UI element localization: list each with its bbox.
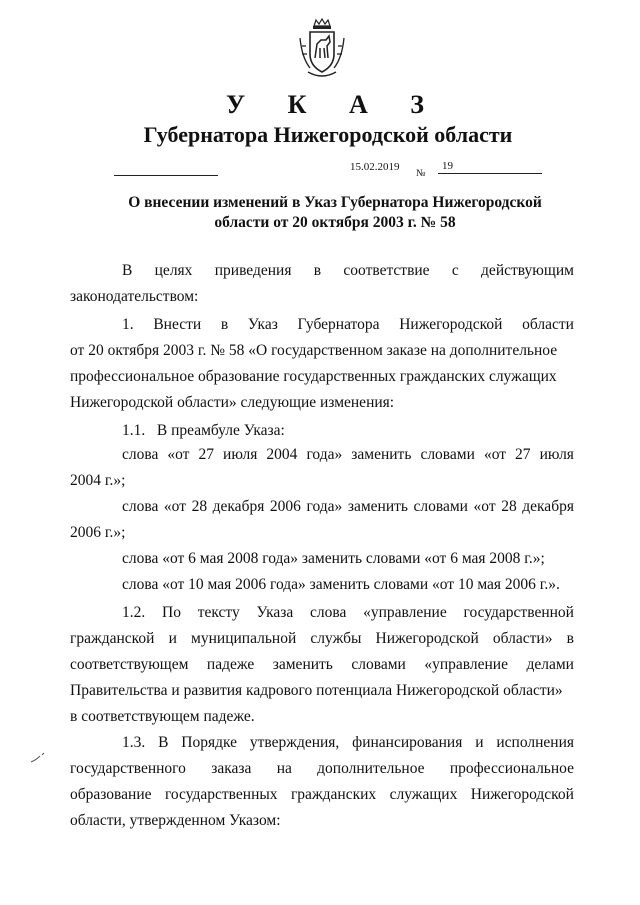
word: соответствие xyxy=(343,262,430,279)
word: По xyxy=(162,604,181,621)
word: словами xyxy=(413,498,468,515)
word: действующим xyxy=(481,262,574,279)
item-1-3-line-3 xyxy=(70,786,574,804)
item-1-2-line-3 xyxy=(70,656,574,674)
item-1-3-line-1 xyxy=(122,734,574,752)
word: служащих xyxy=(389,786,458,803)
document-type-title: У К А З xyxy=(226,90,442,119)
word: июля xyxy=(539,446,574,463)
word: «от xyxy=(163,498,186,515)
word: государственного xyxy=(70,760,186,777)
word: словами xyxy=(420,446,475,463)
item-1-1-d: слова «от 10 мая 2006 года» заменить словами «от 10 мая 2006 г.». xyxy=(122,576,560,593)
word: дополнительное xyxy=(317,760,425,777)
item-1-1-a-line-2: 2004 г.»; xyxy=(70,472,126,489)
decree-date: 15.02.2019 xyxy=(350,161,400,173)
word: заменить xyxy=(272,656,333,673)
word: 1.2. xyxy=(122,604,146,621)
word: «управление xyxy=(424,656,508,673)
word: года» xyxy=(306,498,343,515)
issuer-title: Губернатора Нижегородской области xyxy=(143,122,513,147)
item-1-2-line-1 xyxy=(122,604,574,622)
word: заменить xyxy=(347,498,408,515)
word: тексту xyxy=(197,604,240,621)
word: 28 xyxy=(501,498,517,515)
word: Нижегородской xyxy=(399,316,503,333)
word: В xyxy=(158,734,169,751)
word: слова xyxy=(310,604,347,621)
word: Указа xyxy=(256,604,294,621)
word: Порядке xyxy=(181,734,238,751)
word: «от xyxy=(473,498,496,515)
preamble-line-1 xyxy=(122,262,574,280)
coat-of-arms-emblem xyxy=(296,18,348,80)
word: Указ xyxy=(247,316,278,333)
word: гражданской xyxy=(70,630,155,647)
word: в xyxy=(313,262,322,279)
preamble-line-2: законодательством: xyxy=(70,288,199,305)
item-1-2-line-5: в соответствующем падеже. xyxy=(70,708,255,725)
word: и xyxy=(168,630,177,647)
word: службы xyxy=(310,630,362,647)
word: «управление xyxy=(363,604,447,621)
word: области xyxy=(522,316,574,333)
word: соответствующем xyxy=(70,656,189,673)
word: декабря xyxy=(522,498,574,515)
word: Нижегородской xyxy=(375,630,479,647)
word: года» xyxy=(306,446,343,463)
word: 28 xyxy=(191,498,208,515)
item-1-2-line-4: Правительства и развития кадрового потенциала Нижегородской области» xyxy=(70,682,563,699)
word: словами xyxy=(351,656,406,673)
word: «от xyxy=(167,446,190,463)
word: на xyxy=(276,760,292,777)
word: слова xyxy=(122,446,159,463)
item-1-line-2: от 20 октября 2003 г. № 58 «О государственном заказе на дополнительное xyxy=(70,342,558,359)
item-1-1-c: слова «от 6 мая 2008 года» заменить словами «от 6 мая 2008 г.»; xyxy=(122,550,545,567)
margin-pen-mark xyxy=(30,752,46,764)
word: с xyxy=(451,262,459,279)
item-1-1-b-line-2: 2006 г.»; xyxy=(70,524,126,541)
word: в xyxy=(220,316,229,333)
word: июля xyxy=(223,446,258,463)
word: В xyxy=(122,262,133,279)
word: государственных xyxy=(164,786,278,803)
word: приведения xyxy=(214,262,292,279)
word: слова xyxy=(122,498,159,515)
word: 2006 xyxy=(269,498,301,515)
word: Внести xyxy=(153,316,202,333)
word: декабря xyxy=(212,498,265,515)
item-1-1-a-line-1 xyxy=(122,446,574,464)
word: 1.3. xyxy=(122,734,146,751)
item-1-line-3: профессиональное образование государственных гражданских служащих xyxy=(70,368,557,385)
word: гражданских xyxy=(290,786,377,803)
word: целях xyxy=(154,262,193,279)
item-1-3-line-2 xyxy=(70,760,574,778)
word: 27 xyxy=(515,446,531,463)
word: образование xyxy=(70,786,152,803)
item-1-2-line-2 xyxy=(70,630,574,648)
word: исполнения xyxy=(496,734,574,751)
word: падеже xyxy=(206,656,255,673)
word: государственной xyxy=(463,604,574,621)
decree-number: 19 xyxy=(438,160,542,174)
item-1-line-1 xyxy=(122,316,574,334)
word: 2004 xyxy=(266,446,298,463)
word: заменить xyxy=(351,446,412,463)
word: Нижегородской xyxy=(470,786,574,803)
word: заказа xyxy=(211,760,252,777)
word: в xyxy=(566,630,574,647)
decree-subject xyxy=(95,193,575,233)
word: утверждения, xyxy=(249,734,340,751)
word: «от xyxy=(483,446,507,463)
item-1-line-4: Нижегородской области» следующие изменения: xyxy=(70,394,395,411)
word: 1. xyxy=(122,316,134,333)
subject-line-2: области от 20 октября 2003 г. № 58 xyxy=(214,214,456,231)
decree-number-label: № xyxy=(416,168,426,179)
word: профессиональное xyxy=(449,760,574,777)
word: 27 xyxy=(198,446,214,463)
word: и xyxy=(475,734,484,751)
left-signature-line xyxy=(114,175,218,176)
word: области» xyxy=(492,630,553,647)
word: Губернатора xyxy=(297,316,380,333)
item-1-1-b-line-1 xyxy=(122,498,574,516)
item-1-1-heading: 1.1. В преамбуле Указа: xyxy=(122,422,285,439)
word: финансирования xyxy=(352,734,463,751)
subject-line-1: О внесении изменений в Указ Губернатора Нижегородской xyxy=(128,194,542,211)
word: муниципальной xyxy=(191,630,297,647)
item-1-3-line-4: области, утвержденном Указом: xyxy=(70,812,281,829)
word: делами xyxy=(526,656,574,673)
